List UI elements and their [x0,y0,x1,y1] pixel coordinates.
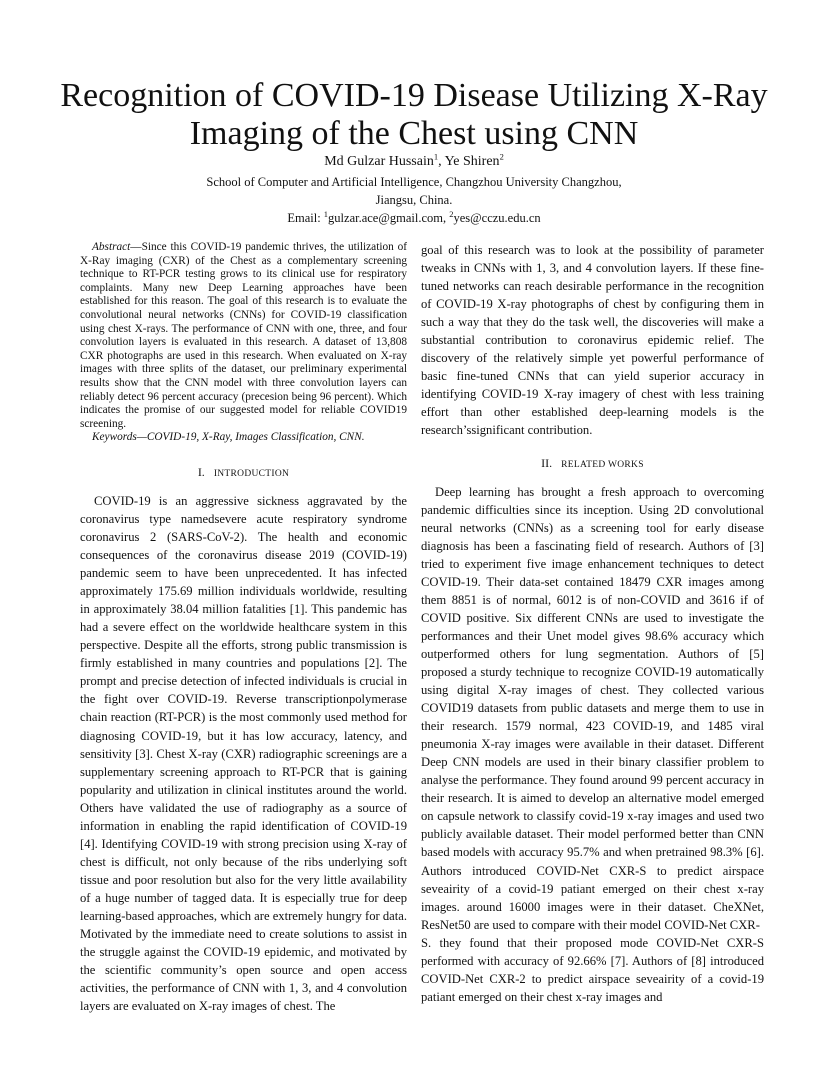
right-column [421,241,764,1006]
author-1-sup: 1 [433,151,439,162]
section-heading-related-works [421,455,764,473]
title-line-1: Recognition of COVID-19 Disease Utilizing X-Ray [60,77,768,114]
abstract-label: Abstract [92,241,131,253]
section-number: II. [541,455,553,470]
left-column [80,241,407,1015]
email-line [40,210,788,226]
author-line [40,153,788,171]
author-2-sup: 2 [499,151,504,162]
keywords: Keywords—COVID-19, X-Ray, Images Classification, CNN. [92,431,365,444]
author-1: Md Gulzar Hussain [324,154,434,169]
section-number: I. [197,464,205,479]
title-line-2: Imaging of the Chest using CNN [189,115,639,152]
affiliation-line-2: Jiangsu, China. [375,193,453,207]
email-1-sup: 1 [323,208,329,219]
email-2-sup: 2 [449,208,454,219]
paper-title [40,77,788,153]
section-heading-introduction [80,464,407,482]
introduction-paragraph-continued: goal of this research was to look at the possibility of parameter tweaks in CNNs with 1, 3, and 4 convolution layers. If these fine-tuned networks can reach desirable performance in the recognition of COVID-19 X-ray photographs of chest by configuring them in such a way that they do the task well, the discoveries will make a substantial contribution to coronavirus epidemic relief. The discovery of the relatively simple yet powerful performance of basic fine-tuned CNNs that can yield superior accuracy in identifying COVID-19 X-ray imagery of chest with less training effort than other established deep-learning models is the research’ssignificant contribution. [421,243,764,438]
abstract [80,241,407,431]
section-title: INTRODUCTION [213,468,290,479]
author-2: , Ye Shiren [438,154,500,169]
email-prefix: Email: [287,211,324,225]
email-2: yes@cczu.edu.cn [453,211,541,225]
section-title: RELATED WORKS [561,459,644,470]
affiliation-line-1: School of Computer and Artificial Intelligence, Changzhou University Changzhou, [206,175,622,189]
introduction-paragraph: COVID-19 is an aggressive sickness aggravated by the coronavirus type namedsevere acute respiratory syndrome coronavirus 2 (SARS-CoV-2). The health and economic consequences of the coronavirus disease 2019 (COVID-19) pandemic seem to have been unprecedented. It has infected approximately 175.69 million individuals worldwide, resulting in approximately 38.04 million fatalities [1]. This pandemic has had a severe effect on the worldwide healthcare system in this perspective. Despite all the efforts, strong public transmission is firmly established in many countries and populations [2]. The prompt and precise detection of infected individuals is crucial in the fight over COVID-19. Reverse transcriptionpolymerase chain reaction (RT-PCR) is the most commonly used method for diagnosing COVID-19, but it has low accuracy, latency, and sensitivity [3]. Chest X-ray (CXR) radiographic screenings are a supplementary screening approach to RT-PCR that is gaining popularity and utilization in clinical institutes around the world. Others have validated the use of radiography as a source of information in enabling the rapid identification of COVID-19 [4]. Identifying COVID-19 with strong precision using X-ray of chest is difficult, not only because of the ribs underlying soft tissue and poor resolution but also for the very little availability of a huge number of tagged data. It is especially true for deep learning-based approaches, which are extremely hungry for data. Motivated by the immediate need to create solutions to assist in the struggle against the COVID-19 epidemic, and motivated by the scientific community’s open source and open access activities, the performance of CNN with 1, 3, and 4 convolution layers are evaluated on X-ray images of chest. The [80,493,407,1014]
affiliation [40,174,788,228]
email-1: gulzar.ace@gmail.com, [328,211,450,225]
related-works-paragraph: Deep learning has brought a fresh approach to overcoming pandemic difficulties since its inception. Using 2D convolutional neural networks (CNNs) as a screening tool for early disease diagnosis has been a fascinating field of research. Authors of [3] tried to experiment five image enhancement techniques to detect COVID-19. Their data-set contained 18479 CXR images among them 8851 is of normal, 6012 is of non-COVID and 3616 if of COVID positive. Six different CNNs are used to investigate the performances and their Unet model gives 98.6% accuracy which outperformed others for lung segmentation. Authors of [5] proposed a sturdy technique to recognize COVID-19 automatically using digital X-ray images of chest. They collected various COVID19 datasets from public datasets and merge them to use in their research. 1579 normal, 423 COVID-19, and 1485 viral pneumonia X-ray images were available in their dataset. Different Deep CNN models are used in their binary classifier problem to analyse the performance. They found around 99 percent accuracy in their research. It is aimed to develop an alternative model emerged on capsule network to classify covid-19 x-ray images and used two publicly available dataset. Their model performed better than CNN based models with accuracy 95.7% and when pretrained 98.3% [6]. Authors introduced COVID-Net CXR-S to predict airspace seveairity of a covid-19 patiant emerged on their chest x-ray images. around 16000 images were in their dataset. CheXNet, ResNet50 are used to compare with their model COVID-Net CXR- [421,484,764,932]
abstract-text: —Since this COVID-19 pandemic thrives, the utilization of X-Ray imaging (CXR) of the Chest as a complementary screening technique to RT-PCR testing grows to its clinical use for respiratory complaints. Many new Deep Learning approaches have been established for this reason. The goal of this research is to evaluate the convolutional neural networks (CNNs) for COVID-19 classification using chest X-rays. The performance of CNN with one, three, and four convolution layers is evaluated in this research. A dataset of 13,808 CXR photographs are used in this research. When evaluated on X-ray images with three splits of the dataset, our preliminary experimental results show that the CNN model with three convolution layers can reliably detect 96 percent accuracy (precesion being 96 percent). Which indicates the promise of our suggested model for reliable COVID19 screening. [80,241,407,430]
related-works-paragraph-continued: S. they found that their proposed mode COVID-Net CXR-S performed with accuracy of 92.66% [7]. Authors of [8] introduced COVID-Net CXR-2 to predict airspace seveairity of a covid-19 patiant emerged on their chest x-ray images and [421,935,764,1004]
